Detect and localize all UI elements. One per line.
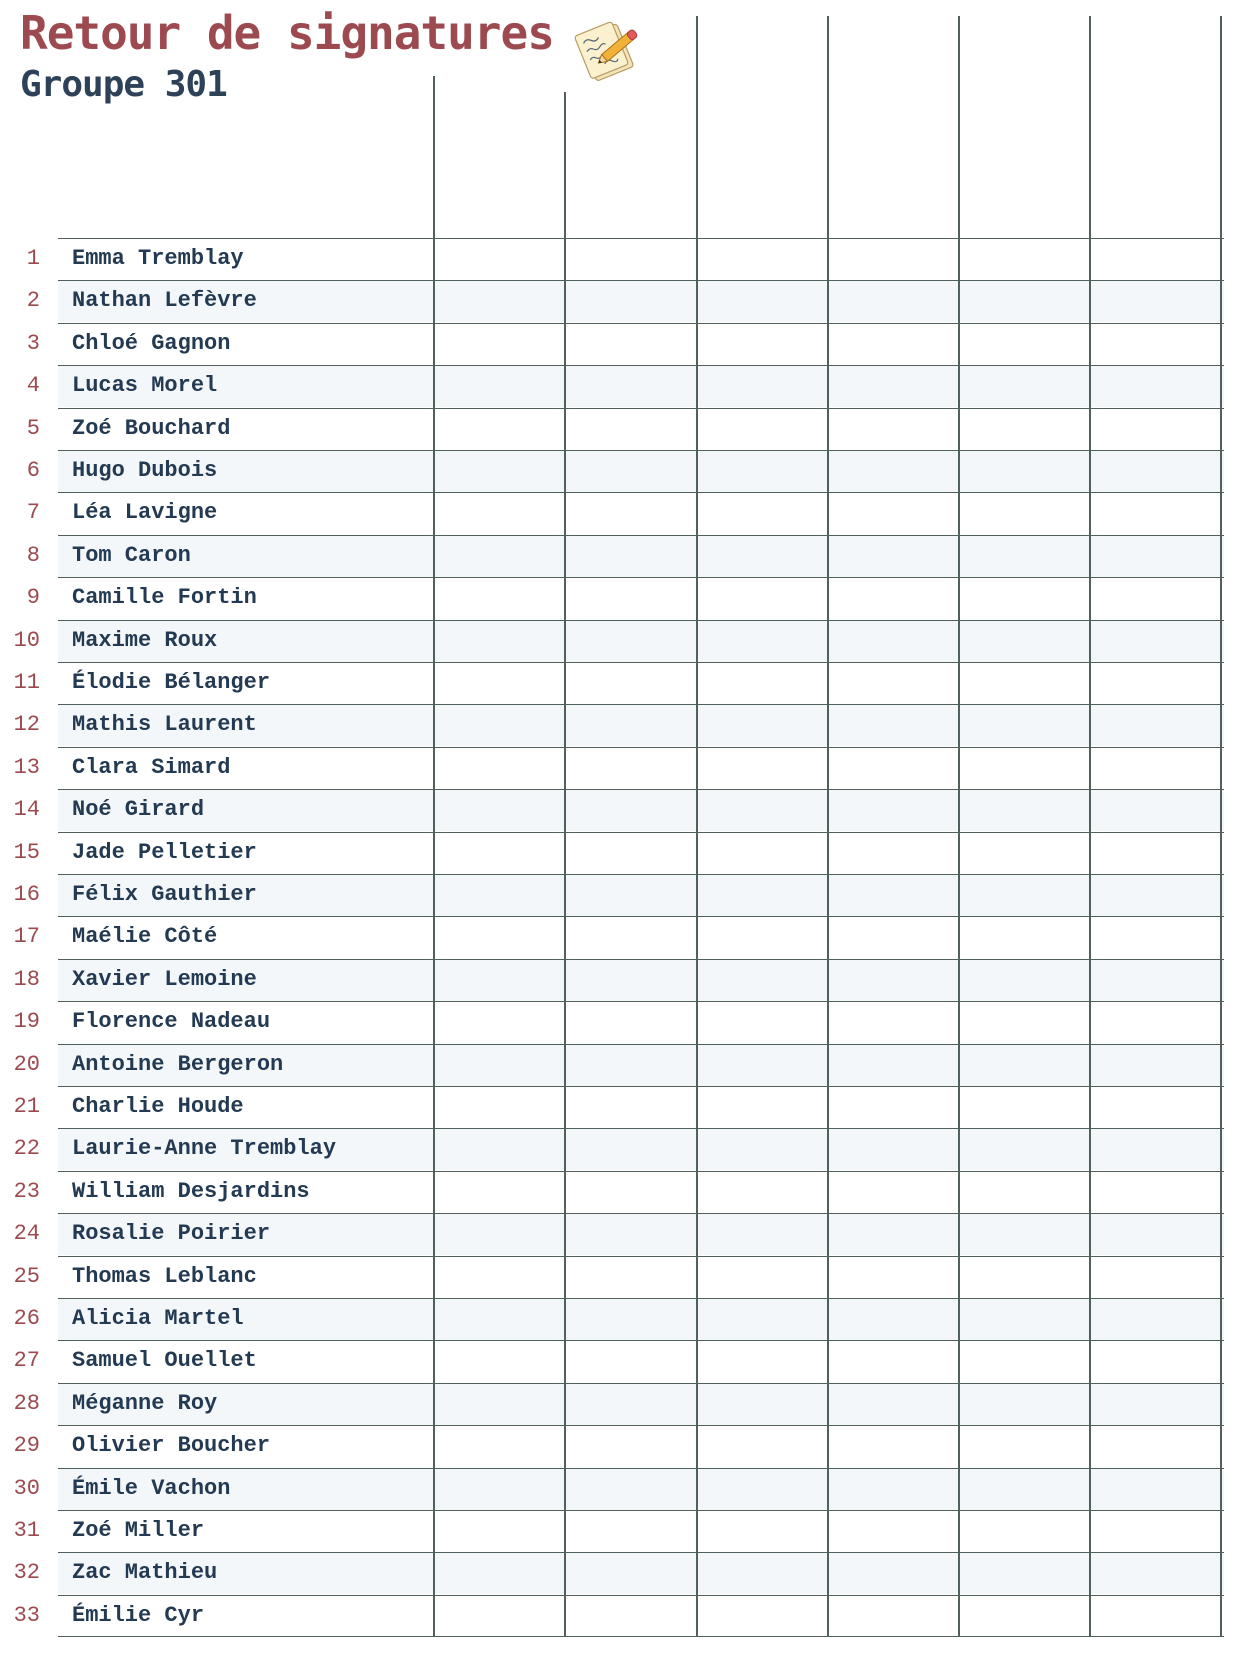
student-number: 28 xyxy=(13,1390,40,1416)
student-name: William Desjardins xyxy=(72,1178,310,1204)
signature-column-divider xyxy=(958,16,960,1636)
student-number: 1 xyxy=(26,246,40,271)
student-name: Nathan Lefèvre xyxy=(72,288,257,314)
student-number: 29 xyxy=(13,1433,40,1459)
student-row xyxy=(58,1510,1224,1552)
signature-column-divider xyxy=(1220,16,1222,1636)
signature-column-divider xyxy=(433,76,435,1636)
student-number: 14 xyxy=(13,797,40,823)
student-row xyxy=(58,450,1224,492)
student-name: Méganne Roy xyxy=(72,1390,218,1416)
student-number: 27 xyxy=(13,1348,40,1374)
student-number: 31 xyxy=(13,1518,40,1543)
student-number: 19 xyxy=(13,1009,40,1035)
student-name: Émilie Cyr xyxy=(72,1602,205,1628)
student-row xyxy=(58,492,1224,534)
student-name: Emma Tremblay xyxy=(72,246,244,271)
student-number: 32 xyxy=(13,1560,40,1586)
student-name: Camille Fortin xyxy=(72,585,257,611)
signature-column-divider xyxy=(1089,16,1091,1636)
student-row xyxy=(58,365,1224,407)
student-name: Maxime Roux xyxy=(72,627,218,653)
student-number: 25 xyxy=(13,1263,40,1289)
student-name: Noé Girard xyxy=(72,797,205,823)
student-number: 16 xyxy=(13,882,40,907)
student-number: 22 xyxy=(13,1136,40,1162)
student-number: 24 xyxy=(13,1221,40,1247)
student-row xyxy=(58,1552,1224,1594)
student-number: 5 xyxy=(26,415,40,441)
student-name: Charlie Houde xyxy=(72,1094,244,1119)
student-name: Félix Gauthier xyxy=(72,882,257,907)
student-number: 20 xyxy=(13,1051,40,1077)
student-number: 15 xyxy=(13,839,40,865)
student-name: Tom Caron xyxy=(72,542,191,568)
student-row xyxy=(58,1383,1224,1425)
student-row xyxy=(58,789,1224,831)
student-number: 26 xyxy=(13,1306,40,1331)
student-name: Thomas Leblanc xyxy=(72,1263,257,1289)
student-number: 2 xyxy=(26,288,40,314)
student-row xyxy=(58,408,1224,450)
student-number: 3 xyxy=(26,330,40,356)
student-row xyxy=(58,916,1224,958)
student-number: 9 xyxy=(26,585,40,611)
group-subtitle: Groupe 301 xyxy=(20,64,227,105)
student-row xyxy=(58,620,1224,662)
student-name: Chloé Gagnon xyxy=(72,330,231,356)
student-name: Xavier Lemoine xyxy=(72,966,257,992)
student-number: 4 xyxy=(26,373,40,399)
student-name: Lucas Morel xyxy=(72,373,218,399)
student-number: 17 xyxy=(13,924,40,950)
student-number: 18 xyxy=(13,966,40,992)
student-row xyxy=(58,535,1224,577)
student-row xyxy=(58,1595,1224,1637)
student-name: Hugo Dubois xyxy=(72,458,218,483)
student-number: 11 xyxy=(13,670,40,695)
student-name: Léa Lavigne xyxy=(72,500,218,526)
student-number: 12 xyxy=(13,712,40,738)
student-number: 8 xyxy=(26,542,40,568)
student-name: Mathis Laurent xyxy=(72,712,257,738)
student-name: Élodie Bélanger xyxy=(72,670,271,695)
student-name: Florence Nadeau xyxy=(72,1009,271,1035)
student-number: 23 xyxy=(13,1178,40,1204)
student-name: Jade Pelletier xyxy=(72,839,257,865)
student-name: Alicia Martel xyxy=(72,1306,244,1331)
student-number: 33 xyxy=(13,1602,40,1628)
student-name: Rosalie Poirier xyxy=(72,1221,271,1247)
student-row xyxy=(58,747,1224,789)
student-row xyxy=(58,1468,1224,1510)
student-name: Antoine Bergeron xyxy=(72,1051,284,1077)
student-name: Maélie Côté xyxy=(72,924,218,950)
student-number: 13 xyxy=(13,754,40,780)
student-number: 6 xyxy=(26,458,40,483)
student-name: Samuel Ouellet xyxy=(72,1348,257,1374)
student-name: Zoé Bouchard xyxy=(72,415,231,441)
signature-column-divider xyxy=(827,16,829,1636)
student-name: Zoé Miller xyxy=(72,1518,205,1543)
student-name: Émile Vachon xyxy=(72,1475,231,1501)
student-name: Olivier Boucher xyxy=(72,1433,271,1459)
signature-column-divider xyxy=(696,16,698,1636)
student-name: Clara Simard xyxy=(72,754,231,780)
student-number: 30 xyxy=(13,1475,40,1501)
signature-column-divider xyxy=(564,92,566,1636)
student-row xyxy=(58,323,1224,365)
student-name: Laurie-Anne Tremblay xyxy=(72,1136,337,1162)
student-number: 7 xyxy=(26,500,40,526)
student-name: Zac Mathieu xyxy=(72,1560,218,1586)
student-number: 10 xyxy=(13,627,40,653)
student-number: 21 xyxy=(13,1094,40,1119)
page-title: Retour de signatures xyxy=(20,6,554,60)
